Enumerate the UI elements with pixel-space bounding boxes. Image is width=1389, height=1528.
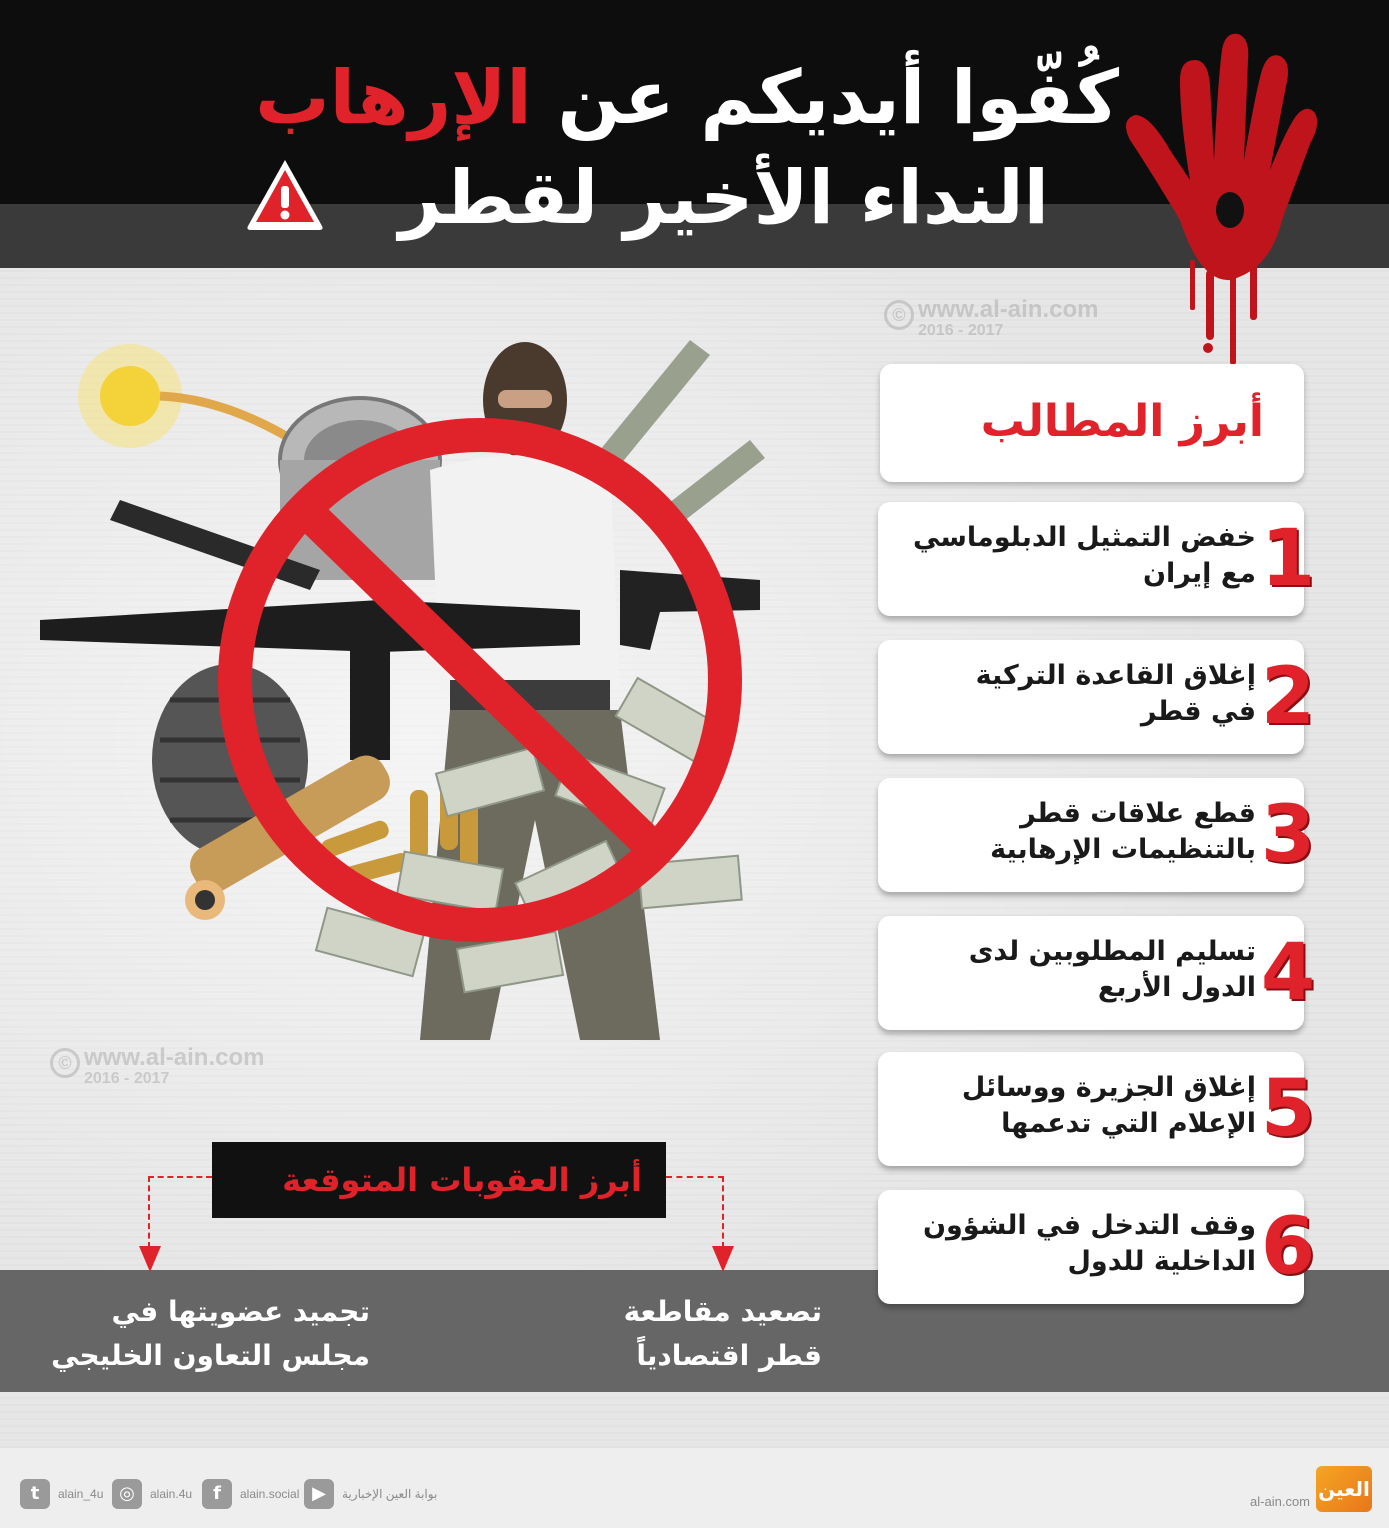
- title-highlight: الإرهاب: [255, 55, 532, 141]
- demand-text: [896, 934, 1256, 1014]
- watermark-years: 2016 - 2017: [918, 322, 1004, 339]
- demand-number: 1: [1260, 514, 1316, 604]
- demand-line: تسليم المطلوبين لدى: [968, 936, 1256, 967]
- social-label: بوابة العين الإخبارية: [342, 1487, 438, 1501]
- demand-line: إغلاق القاعدة التركية: [975, 660, 1256, 691]
- social-label: alain.4u: [150, 1487, 193, 1501]
- copyright-icon: ©: [884, 300, 914, 330]
- demand-line: قطع علاقات قطر: [1020, 798, 1256, 829]
- page-subtitle: النداء الأخير لقطر: [398, 155, 1049, 241]
- watermark-site: www.al-ain.com: [918, 296, 1099, 323]
- demand-card: [878, 1190, 1316, 1304]
- demands-title: أبرز المطالب: [980, 396, 1264, 447]
- social-youtube[interactable]: [304, 1476, 437, 1512]
- arrow-down-icon: [139, 1246, 161, 1272]
- demand-line: الإعلام التي تدعمها: [1001, 1108, 1256, 1139]
- demand-number: 5: [1260, 1064, 1316, 1154]
- warning-icon: [244, 156, 326, 232]
- page-title: [19, 48, 1119, 148]
- demand-text: [896, 796, 1256, 876]
- demand-line: خفض التمثيل الدبلوماسي: [913, 522, 1256, 553]
- bloody-hand-icon: [1110, 20, 1330, 380]
- sanctions-title-box: [212, 1142, 666, 1218]
- social-instagram[interactable]: [112, 1476, 192, 1512]
- demand-line: بالتنظيمات الإرهابية: [990, 834, 1256, 865]
- demand-card: [878, 1052, 1316, 1166]
- demand-text: [896, 520, 1256, 600]
- sanction-right: [510, 1290, 822, 1380]
- youtube-icon: ▶: [304, 1479, 334, 1509]
- demand-line: وقف التدخل في الشؤون: [922, 1210, 1256, 1241]
- sanction-line: مجلس التعاون الخليجي: [51, 1339, 370, 1372]
- copyright-icon: ©: [50, 1048, 80, 1078]
- demands-title-card: [880, 364, 1304, 482]
- dashed-connector: [148, 1176, 212, 1178]
- social-twitter[interactable]: [20, 1476, 103, 1512]
- sanction-line: تجميد عضويتها في: [111, 1295, 370, 1328]
- instagram-icon: ◎: [112, 1479, 142, 1509]
- sanction-left: [30, 1290, 370, 1380]
- site-url[interactable]: al-ain.com: [1250, 1494, 1310, 1509]
- demand-card: [878, 502, 1316, 616]
- title-text: كُفّوا أيديكم عن: [531, 55, 1119, 141]
- demand-text: [896, 658, 1256, 738]
- dashed-connector: [666, 1176, 724, 1178]
- demand-line: مع إيران: [1142, 558, 1256, 589]
- demand-text: [896, 1070, 1256, 1150]
- social-facebook[interactable]: [202, 1476, 299, 1512]
- arrow-down-icon: [712, 1246, 734, 1272]
- demand-line: الدول الأربع: [1097, 972, 1256, 1003]
- demand-line: إغلاق الجزيرة ووسائل: [961, 1072, 1256, 1103]
- demand-number: 3: [1260, 790, 1316, 880]
- demand-number: 2: [1260, 652, 1316, 742]
- demand-line: في قطر: [1140, 696, 1256, 727]
- demand-text: [896, 1208, 1256, 1288]
- dashed-connector: [722, 1176, 724, 1248]
- demand-number: 4: [1260, 928, 1316, 1018]
- watermark: [884, 298, 1114, 342]
- demand-number: 6: [1260, 1202, 1316, 1292]
- demand-card: [878, 916, 1316, 1030]
- social-label: alain.social: [240, 1487, 300, 1501]
- dashed-connector: [148, 1176, 150, 1248]
- alain-logo: العين: [1316, 1466, 1372, 1512]
- watermark-site: www.al-ain.com: [84, 1044, 265, 1071]
- demand-line: الداخلية للدول: [1067, 1246, 1256, 1277]
- demand-card: [878, 778, 1316, 892]
- sanction-line: تصعيد مقاطعة: [623, 1295, 822, 1328]
- sanctions-title: أبرز العقوبات المتوقعة: [282, 1161, 642, 1199]
- facebook-icon: f: [202, 1479, 232, 1509]
- twitter-icon: t: [20, 1479, 50, 1509]
- terrorism-illustration: [20, 300, 840, 1080]
- watermark-years: 2016 - 2017: [84, 1070, 170, 1087]
- demand-card: [878, 640, 1316, 754]
- sanction-line: قطر اقتصادياً: [636, 1339, 822, 1372]
- social-label: alain_4u: [58, 1487, 104, 1501]
